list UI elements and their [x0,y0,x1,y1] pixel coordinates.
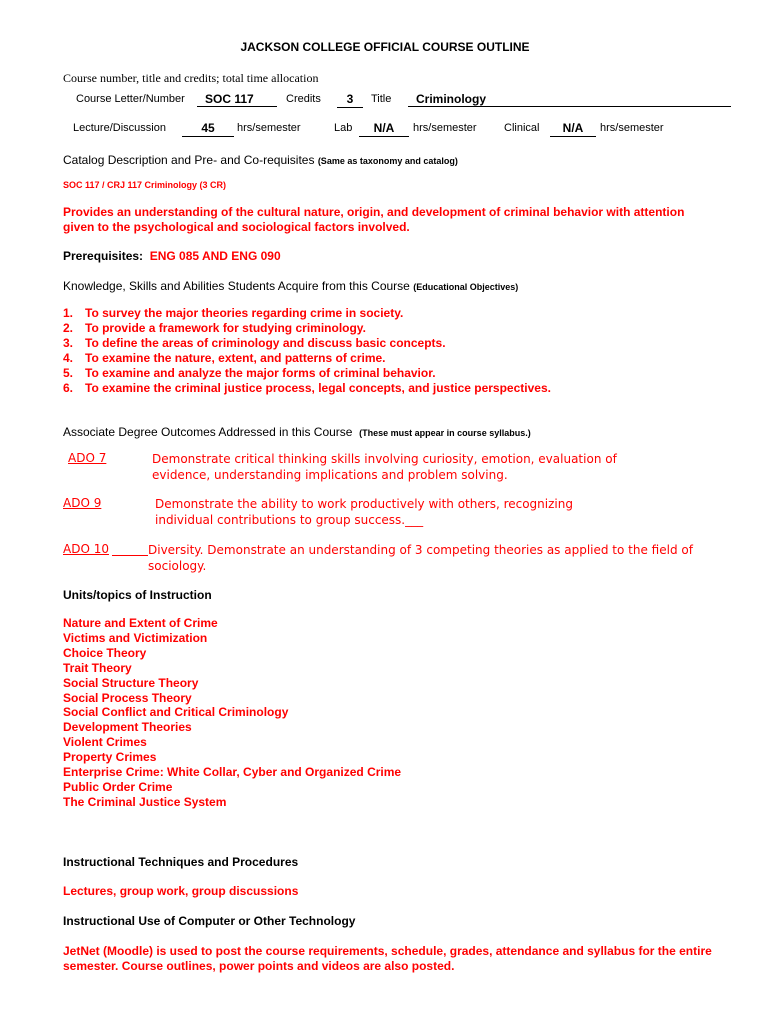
unit-item: Development Theories [63,720,192,735]
document-title: JACKSON COLLEGE OFFICIAL COURSE OUTLINE [240,40,530,54]
clinical-label: Clinical [504,122,540,134]
ado-9-text: Demonstrate the ability to work productively with others, recognizing individual contributions to group success.___ [155,497,573,527]
lecture-hrs-unit: hrs/semester [237,122,301,134]
ado-heading-note: (These must appear in course syllabus.) [359,428,531,438]
unit-item: Social Process Theory [63,690,192,705]
ksa-heading-text: Knowledge, Skills and Abilities Students Acquire from this Course [63,279,410,293]
catalog-heading-note: (Same as taxonomy and catalog) [317,156,458,166]
objective-item: 2. To provide a framework for studying criminology. [63,321,366,335]
units-heading: Units/topics of Instruction [63,588,212,602]
lecture-label: Lecture/Discussion [73,122,166,134]
unit-item: Social Structure Theory [63,675,199,690]
credits-value: 3 [337,92,363,108]
ado-10-underline [112,555,148,556]
prerequisites-label: Prerequisites: [63,249,144,263]
clinical-hours-value: N/A [550,121,596,137]
unit-item: Social Conflict and Critical Criminology [63,705,289,720]
course-letter-value: SOC 117 [197,92,277,107]
unit-item: The Criminal Justice System [63,794,227,809]
course-title-value: Criminology [408,92,731,107]
unit-item: Nature and Extent of Crime [63,616,218,630]
ado-9-code: ADO 9 [63,496,102,510]
unit-item: Public Order Crime [63,779,173,794]
intro-line: Course number, title and credits; total time allocation [63,71,319,85]
ado-7-text: Demonstrate critical thinking skills involving curiosity, emotion, evaluation of evidence, understanding implications and problem solving. [152,452,617,482]
lab-label: Lab [334,122,353,134]
techniques-heading: Instructional Techniques and Procedures [63,855,299,869]
objective-item: 6. To examine the criminal justice process, legal concepts, and justice perspectives. [63,381,551,395]
clinical-hrs-unit: hrs/semester [600,122,664,134]
objective-item: 1. To survey the major theories regarding crime in society. [63,306,404,320]
objective-item: 5. To examine and analyze the major forms of criminal behavior. [63,366,436,380]
catalog-code-line: SOC 117 / CRJ 117 Criminology (3 CR) [63,180,227,190]
ado-10-text: Diversity. Demonstrate an understanding of 3 competing theories as applied to the field of sociology. [148,543,693,573]
catalog-description: Provides an understanding of the cultural nature, origin, and development of criminal behavior with attention given to the psychological and sociological factors involved. [63,205,685,234]
unit-item: Property Crimes [63,750,157,765]
unit-item: Violent Crimes [63,735,147,750]
techniques-text: Lectures, group work, group discussions [63,884,299,898]
course-letter-label: Course Letter/Number [76,93,185,105]
objectives-list [63,306,551,396]
ado-7-code: ADO 7 [68,451,107,465]
lab-hrs-unit: hrs/semester [413,122,477,134]
unit-item: Enterprise Crime: White Collar, Cyber and Organized Crime [63,765,402,780]
ado-heading-text: Associate Degree Outcomes Addressed in this Course [63,425,353,439]
objective-item: 3. To define the areas of criminology and discuss basic concepts. [63,336,446,350]
title-label: Title [371,93,392,105]
ksa-heading-note: (Educational Objectives) [413,282,519,292]
technology-text: JetNet (Moodle) is used to post the course requirements, schedule, grades, attendance and syllabus for the entire semester. Course outlines, power points and videos are also posted. [63,944,712,973]
credits-label: Credits [286,93,321,105]
lecture-hours-value: 45 [182,121,234,137]
prerequisites-value: ENG 085 AND ENG 090 [149,249,281,263]
unit-item: Trait Theory [63,660,132,675]
technology-heading: Instructional Use of Computer or Other Technology [63,914,356,928]
prerequisites [63,249,281,263]
ado-10-code: ADO 10 [63,542,109,556]
units-list [63,616,401,810]
unit-item: Choice Theory [63,645,147,660]
catalog-heading [63,153,458,167]
objective-item: 4. To examine the nature, extent, and patterns of crime. [63,351,386,365]
ksa-heading [63,279,518,293]
catalog-heading-text: Catalog Description and Pre- and Co-requisites [63,153,315,167]
unit-item: Victims and Victimization [63,630,208,645]
ado-heading [63,425,531,439]
lab-hours-value: N/A [359,121,409,137]
